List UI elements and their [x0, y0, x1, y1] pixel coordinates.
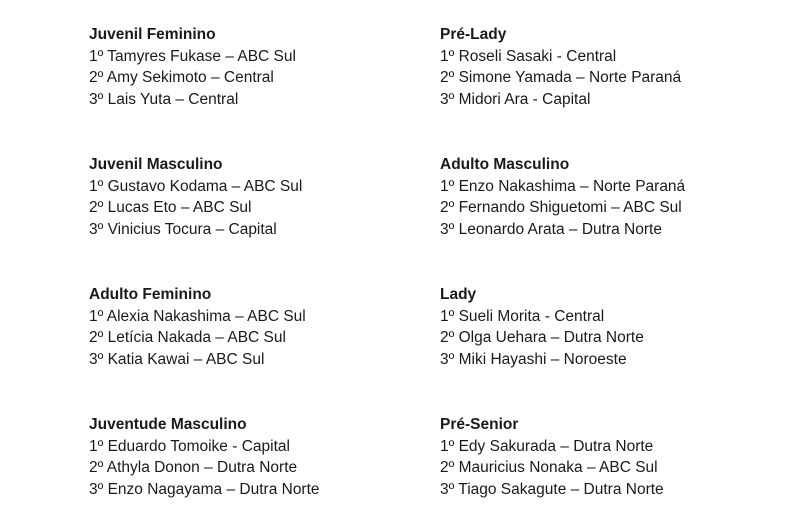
first-place: 1º Alexia Nakashima – ABC Sul — [89, 307, 306, 325]
third-place: 3º Enzo Nagayama – Dutra Norte — [89, 480, 320, 498]
first-place: 1º Gustavo Kodama – ABC Sul — [89, 177, 303, 195]
category-juvenil-masculino — [89, 154, 429, 240]
category-juventude-masculino — [89, 414, 429, 500]
first-place: 1º Eduardo Tomoike - Capital — [89, 437, 290, 455]
second-place: 2º Fernando Shiguetomi – ABC Sul — [440, 199, 682, 216]
third-place: 3º Miki Hayashi – Noroeste — [440, 350, 627, 368]
category-title: Juvenil Masculino — [89, 156, 223, 173]
category-pre-lady — [440, 24, 780, 110]
third-place: 3º Vinicius Tocura – Capital — [89, 220, 277, 238]
category-adulto-masculino — [440, 154, 780, 240]
first-place: 1º Tamyres Fukase – ABC Sul — [89, 47, 296, 65]
first-place: 1º Edy Sakurada – Dutra Norte — [440, 437, 654, 455]
third-place: 3º Lais Yuta – Central — [89, 90, 239, 108]
category-title: Juvenil Feminino — [89, 26, 216, 43]
third-place: 3º Midori Ara - Capital — [440, 90, 591, 108]
third-place: 3º Leonardo Arata – Dutra Norte — [440, 220, 662, 238]
second-place: 2º Letícia Nakada – ABC Sul — [89, 329, 286, 346]
category-adulto-feminino — [89, 284, 429, 370]
third-place: 3º Katia Kawai – ABC Sul — [89, 350, 265, 368]
category-pre-senior — [440, 414, 780, 500]
second-place: 2º Athyla Donon – Dutra Norte — [89, 459, 298, 476]
first-place: 1º Roseli Sasaki - Central — [440, 47, 617, 65]
first-place: 1º Enzo Nakashima – Norte Paraná — [440, 177, 686, 195]
category-title: Lady — [440, 286, 477, 303]
category-title: Adulto Masculino — [440, 156, 570, 173]
category-title: Pré-Senior — [440, 416, 519, 433]
second-place: 2º Olga Uehara – Dutra Norte — [440, 329, 644, 346]
third-place: 3º Tiago Sakagute – Dutra Norte — [440, 480, 664, 498]
second-place: 2º Simone Yamada – Norte Paraná — [440, 69, 682, 86]
category-title: Pré-Lady — [440, 26, 507, 43]
second-place: 2º Lucas Eto – ABC Sul — [89, 199, 252, 216]
category-title: Adulto Feminino — [89, 286, 212, 303]
category-title: Juventude Masculino — [89, 416, 247, 433]
category-lady — [440, 284, 780, 370]
first-place: 1º Sueli Morita - Central — [440, 307, 605, 325]
category-juvenil-feminino — [89, 24, 429, 110]
second-place: 2º Amy Sekimoto – Central — [89, 69, 274, 86]
second-place: 2º Mauricius Nonaka – ABC Sul — [440, 459, 658, 476]
